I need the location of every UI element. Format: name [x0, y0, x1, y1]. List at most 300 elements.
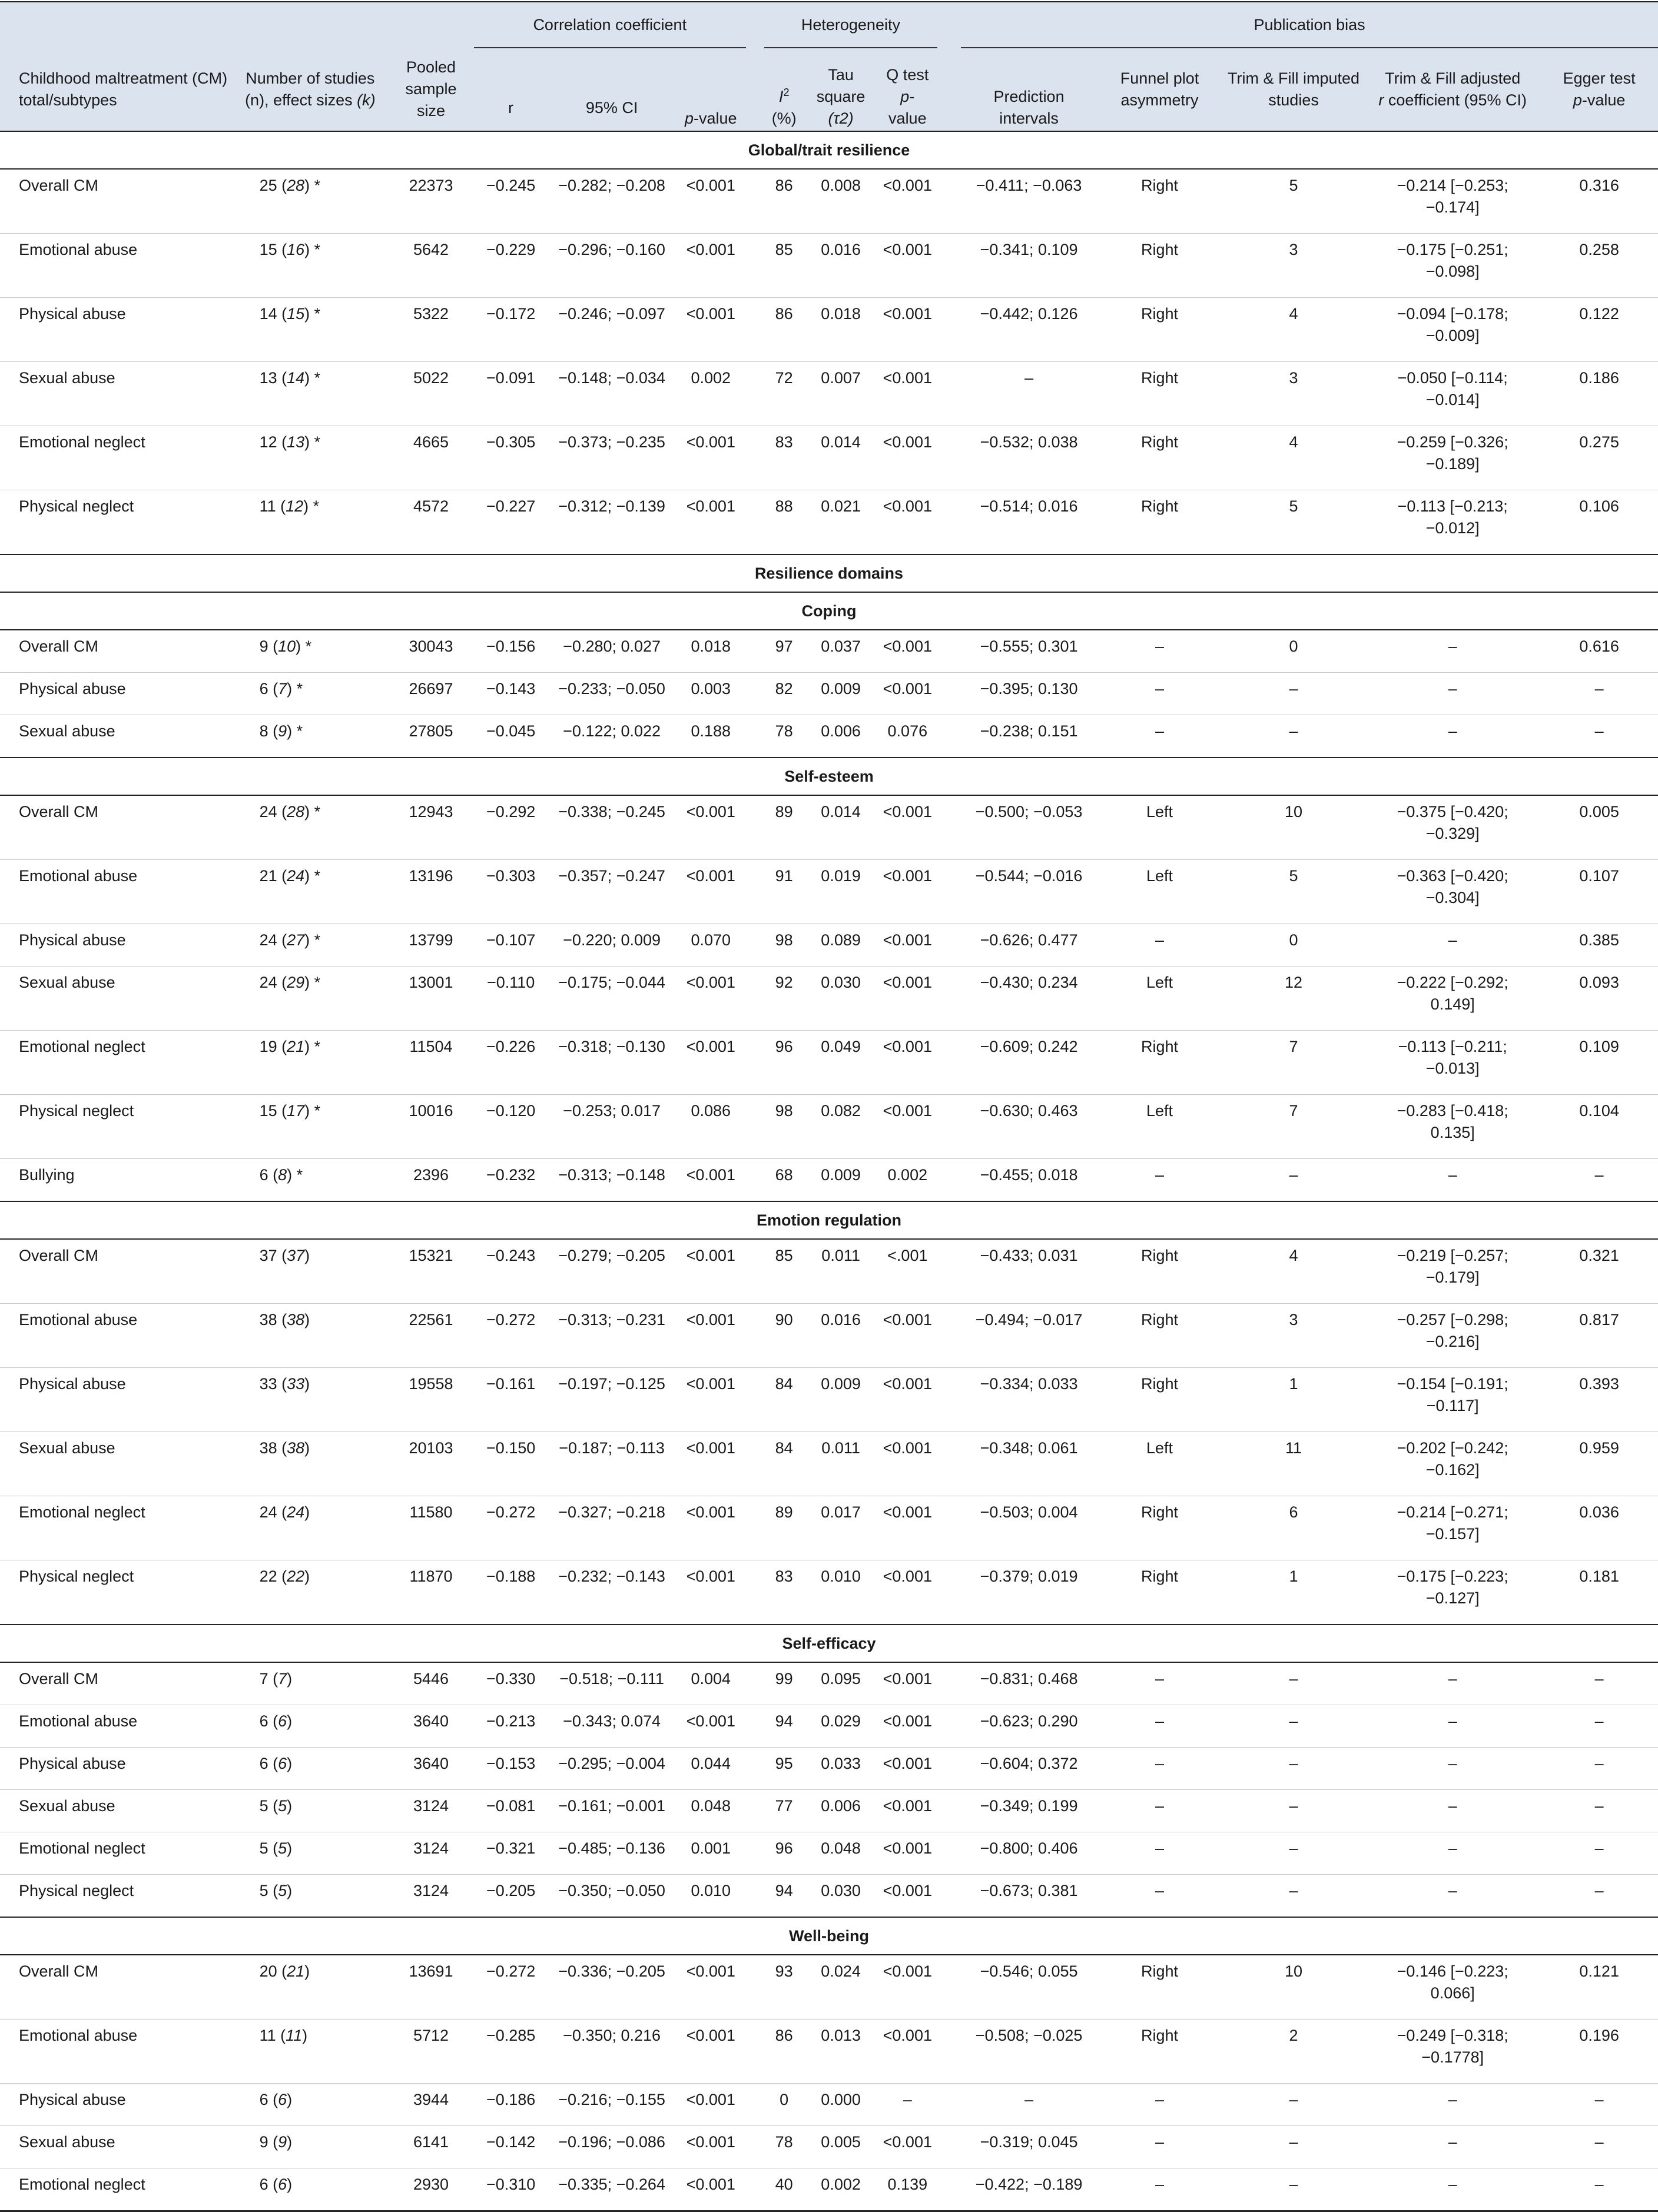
cell-adjusted	[1365, 1662, 1540, 1705]
cell-n-value: 11	[259, 497, 276, 515]
cell-prediction: −0.508; −0.025	[961, 2020, 1097, 2084]
cell-funnel: –	[1097, 1832, 1222, 1875]
subsection-title-row	[0, 592, 1658, 630]
cell-q-test: <0.001	[878, 1875, 937, 1918]
cell-n-value: 25	[259, 177, 277, 194]
cell-pooled: 27805	[388, 715, 474, 758]
cell-adjusted	[1365, 966, 1540, 1031]
cell-tau: 0.082	[804, 1095, 878, 1159]
subsection-title: Self-esteem	[0, 758, 1658, 795]
col-funnel: Funnel plot asymmetry	[1097, 48, 1222, 131]
cell-n-studies: 24 (28) *	[233, 795, 389, 860]
cell-tau: 0.016	[804, 1304, 878, 1368]
cell-egger: 0.181	[1540, 1560, 1658, 1625]
cell-adjusted-line2: −0.179]	[1425, 1268, 1480, 1286]
cell-n-value: 24	[259, 931, 277, 949]
cell-subtype: Sexual abuse	[0, 1432, 233, 1496]
cell-i2: 82	[764, 673, 804, 715]
cell-i2: 85	[764, 1239, 804, 1304]
cell-i2: 86	[764, 2020, 804, 2084]
cell-egger: 0.275	[1540, 426, 1658, 490]
cell-q-test: <0.001	[878, 426, 937, 490]
cell-r: −0.227	[474, 490, 548, 555]
cell-q-test: <0.001	[878, 673, 937, 715]
cell-n-studies: 19 (21) *	[233, 1031, 389, 1095]
cell-funnel: –	[1097, 2126, 1222, 2168]
cell-n-studies: 37 (37)	[233, 1239, 389, 1304]
cell-q-test: <0.001	[878, 860, 937, 924]
cell-r: −0.110	[474, 966, 548, 1031]
cell-adjusted	[1365, 426, 1540, 490]
cell-egger: –	[1540, 673, 1658, 715]
cell-p-value: <0.001	[676, 234, 746, 298]
cell-k-value: 7	[278, 1670, 287, 1688]
cell-subtype: Sexual abuse	[0, 715, 233, 758]
cell-adjusted	[1365, 1239, 1540, 1304]
cell-n-studies: 9 (10) *	[233, 630, 389, 673]
cell-p-value: 0.003	[676, 673, 746, 715]
cell-subtype: Physical abuse	[0, 1368, 233, 1432]
cell-adjusted-line1: –	[1448, 637, 1457, 655]
cell-adjusted-line1: −0.146 [−0.223;	[1397, 1962, 1508, 1980]
cell-adjusted-line1: –	[1448, 680, 1457, 698]
cell-adjusted-line1: −0.363 [−0.420;	[1397, 867, 1508, 885]
cell-subtype: Physical abuse	[0, 298, 233, 362]
cell-p-value: <0.001	[676, 298, 746, 362]
cell-r: −0.285	[474, 2020, 548, 2084]
table-header	[0, 2, 1658, 131]
cell-ci: −0.187; −0.113	[548, 1432, 675, 1496]
col-tau: Tau square (τ2)	[804, 48, 878, 131]
cell-tau: 0.037	[804, 630, 878, 673]
cell-adjusted-line1: –	[1448, 1166, 1457, 1184]
cell-adjusted-line2: −0.162]	[1425, 1461, 1480, 1479]
cell-trim-fill: 0	[1222, 924, 1365, 966]
cell-prediction: −0.514; 0.016	[961, 490, 1097, 555]
cell-adjusted-line2: 0.135]	[1430, 1124, 1475, 1141]
cell-ci: −0.246; −0.097	[548, 298, 675, 362]
cell-pooled: 5712	[388, 2020, 474, 2084]
cell-adjusted	[1365, 2020, 1540, 2084]
cell-tau: 0.000	[804, 2084, 878, 2126]
cell-pooled: 6141	[388, 2126, 474, 2168]
cell-n-value: 20	[259, 1962, 277, 1980]
cell-adjusted-line1: −0.249 [−0.318;	[1397, 2027, 1508, 2044]
cell-adjusted-line1: –	[1448, 931, 1457, 949]
cell-funnel: –	[1097, 2084, 1222, 2126]
cell-p-value: <0.001	[676, 1304, 746, 1368]
subsection-title: Coping	[0, 592, 1658, 630]
cell-adjusted-line2: −0.1778]	[1421, 2048, 1484, 2066]
cell-mark: *	[314, 867, 321, 885]
cell-k-value: 21	[287, 1962, 305, 1980]
table-row	[0, 1748, 1658, 1790]
cell-ci: −0.327; −0.218	[548, 1496, 675, 1560]
cell-n-value: 19	[259, 1038, 277, 1055]
cell-p-value: <0.001	[676, 1432, 746, 1496]
cell-adjusted-line2: −0.012]	[1425, 519, 1480, 537]
cell-funnel: –	[1097, 1159, 1222, 1202]
col-cm: Childhood maltreatment (CM) total/subtypes	[0, 48, 233, 131]
cell-n-studies: 6 (6)	[233, 1705, 389, 1748]
cell-k-value: 33	[287, 1375, 305, 1393]
table-row	[0, 860, 1658, 924]
cell-trim-fill: –	[1222, 2084, 1365, 2126]
cell-trim-fill: 4	[1222, 1239, 1365, 1304]
table-row	[0, 1159, 1658, 1202]
cell-funnel: Right	[1097, 426, 1222, 490]
cell-adjusted	[1365, 2084, 1540, 2126]
cell-pooled: 5446	[388, 1662, 474, 1705]
cell-adjusted-line2: −0.157]	[1425, 1525, 1480, 1543]
cell-k-value: 14	[287, 369, 305, 387]
cell-adjusted-line2: 0.066]	[1430, 1984, 1475, 2002]
cell-adjusted-line2: −0.098]	[1425, 263, 1480, 280]
cell-tau: 0.018	[804, 298, 878, 362]
cell-pooled: 3124	[388, 1875, 474, 1918]
cell-subtype: Emotional abuse	[0, 1705, 233, 1748]
cell-ci: −0.295; −0.004	[548, 1748, 675, 1790]
cell-ci: −0.313; −0.231	[548, 1304, 675, 1368]
cell-trim-fill: –	[1222, 1790, 1365, 1832]
cell-subtype: Bullying	[0, 1159, 233, 1202]
cell-n-value: 5	[259, 1839, 268, 1857]
cell-n-value: 15	[259, 1102, 277, 1120]
cell-q-test: 0.002	[878, 1159, 937, 1202]
cell-r: −0.142	[474, 2126, 548, 2168]
cell-k-value: 16	[287, 241, 305, 258]
cell-n-value: 6	[259, 2091, 268, 2108]
cell-subtype: Emotional neglect	[0, 1496, 233, 1560]
cell-mark: *	[314, 931, 321, 949]
cell-prediction: −0.609; 0.242	[961, 1031, 1097, 1095]
cell-funnel: Left	[1097, 795, 1222, 860]
section-title-row	[0, 131, 1658, 169]
cell-tau: 0.021	[804, 490, 878, 555]
cell-ci: −0.518; −0.111	[548, 1662, 675, 1705]
cell-n-value: 14	[259, 305, 277, 323]
cell-tau: 0.009	[804, 1368, 878, 1432]
cell-trim-fill: –	[1222, 1832, 1365, 1875]
cell-ci: −0.279; −0.205	[548, 1239, 675, 1304]
cell-tau: 0.095	[804, 1662, 878, 1705]
cell-mark: *	[314, 1102, 321, 1120]
cell-tau: 0.009	[804, 673, 878, 715]
cell-i2: 96	[764, 1031, 804, 1095]
cell-adjusted-line1: –	[1448, 1839, 1457, 1857]
cell-p-value: 0.070	[676, 924, 746, 966]
cell-k-value: 21	[287, 1038, 305, 1055]
cell-p-value: <0.001	[676, 2084, 746, 2126]
cell-n-value: 37	[259, 1247, 277, 1264]
cell-r: −0.226	[474, 1031, 548, 1095]
cell-adjusted-line2: −0.013]	[1425, 1059, 1480, 1077]
cell-egger: 0.258	[1540, 234, 1658, 298]
cell-funnel: Right	[1097, 1496, 1222, 1560]
cell-q-test: <0.001	[878, 2126, 937, 2168]
cell-n-studies: 5 (5)	[233, 1875, 389, 1918]
cell-ci: −0.485; −0.136	[548, 1832, 675, 1875]
cell-k-value: 10	[278, 637, 296, 655]
col-i2: $I^2$ (%)	[764, 48, 804, 131]
cell-subtype: Overall CM	[0, 795, 233, 860]
cell-k-value: 13	[287, 433, 305, 451]
cell-tau: 0.014	[804, 795, 878, 860]
cell-q-test: <0.001	[878, 1662, 937, 1705]
cell-trim-fill: –	[1222, 673, 1365, 715]
cell-ci: −0.343; 0.074	[548, 1705, 675, 1748]
cell-funnel: –	[1155, 2176, 1165, 2193]
table-row	[0, 298, 1658, 362]
cell-k-value: 11	[286, 2027, 303, 2044]
cell-n-value: 8	[259, 722, 268, 740]
cell-funnel: Right	[1097, 1031, 1222, 1095]
cell-p-value: 0.002	[676, 362, 746, 426]
cell-trim-fill: 4	[1222, 426, 1365, 490]
cell-trim-fill: –	[1222, 1159, 1365, 1202]
cell-adjusted-line2: −0.127]	[1425, 1589, 1480, 1607]
cell-trim-fill: 3	[1222, 234, 1365, 298]
cell-funnel: Right	[1097, 169, 1222, 234]
cell-prediction: −0.555; 0.301	[961, 630, 1097, 673]
cell-adjusted-line2: −0.216]	[1425, 1333, 1480, 1350]
cell-q-test: <0.001	[878, 1095, 937, 1159]
cell-funnel: Left	[1097, 860, 1222, 924]
cell-i2: 89	[764, 795, 804, 860]
cell-prediction: −0.238; 0.151	[961, 715, 1097, 758]
cell-r: −0.156	[474, 630, 548, 673]
cell-funnel: Right	[1097, 1368, 1222, 1432]
cell-tau: 0.013	[804, 2020, 878, 2084]
cell-r: −0.120	[474, 1095, 548, 1159]
cell-n-value: 5	[259, 1882, 268, 1899]
cell-n-value: 24	[259, 1503, 277, 1521]
cell-mark: *	[314, 241, 321, 258]
cell-r: −0.245	[474, 169, 548, 234]
cell-i2: 86	[764, 298, 804, 362]
cell-subtype: Emotional abuse	[0, 1304, 233, 1368]
table-row	[0, 924, 1658, 966]
cell-n-studies: 24 (29) *	[233, 966, 389, 1031]
cell-n-studies: 14 (15) *	[233, 298, 389, 362]
col-prediction: Prediction intervals	[961, 48, 1097, 131]
cell-p-value: <0.001	[676, 1705, 746, 1748]
cell-p-value: <0.001	[676, 966, 746, 1031]
cell-funnel: Left	[1097, 1432, 1222, 1496]
cell-adjusted	[1365, 673, 1540, 715]
cell-i2: 89	[764, 1496, 804, 1560]
cell-i2: 95	[764, 1748, 804, 1790]
table-row	[0, 1239, 1658, 1304]
cell-adjusted-line1: –	[1448, 1712, 1457, 1730]
cell-subtype: Emotional neglect	[0, 426, 233, 490]
cell-tau: 0.048	[804, 1832, 878, 1875]
cell-ci: −0.296; −0.160	[548, 234, 675, 298]
cell-mark: *	[314, 803, 321, 821]
cell-n-value: 6	[259, 1755, 268, 1772]
cell-mark: *	[314, 1038, 321, 1055]
cell-k-value: 6	[278, 2091, 287, 2108]
results-table	[0, 1, 1658, 2212]
table-row	[0, 1304, 1658, 1368]
cell-n-value: 38	[259, 1439, 277, 1457]
cell-adjusted	[1365, 1031, 1540, 1095]
cell-q-test: <0.001	[878, 234, 937, 298]
table-row	[0, 1560, 1658, 1625]
cell-funnel: Left	[1097, 1095, 1222, 1159]
cell-n-studies: 15 (17) *	[233, 1095, 389, 1159]
cell-egger: –	[1540, 1832, 1658, 1875]
cell-p-value: <0.001	[676, 2126, 746, 2168]
cell-prediction: −0.319; 0.045	[961, 2126, 1097, 2168]
cell-n-studies: 12 (13) *	[233, 426, 389, 490]
cell-subtype: Emotional abuse	[0, 2020, 233, 2084]
cell-pooled: 22561	[388, 1304, 474, 1368]
cell-n-studies: 20 (21)	[233, 1955, 389, 2020]
cell-tau: 0.049	[804, 1031, 878, 1095]
header-heterogeneity: Heterogeneity	[764, 2, 937, 48]
cell-adjusted-line2: −0.174]	[1425, 198, 1480, 216]
cell-egger: 0.393	[1540, 1368, 1658, 1432]
cell-pooled: 2396	[388, 1159, 474, 1202]
cell-q-test: 0.139	[887, 2176, 928, 2193]
cell-r: −0.272	[474, 1496, 548, 1560]
cell-adjusted-line1: –	[1448, 722, 1457, 740]
cell-tau: 0.014	[804, 426, 878, 490]
cell-p-value: <0.001	[676, 426, 746, 490]
cell-p-value: 0.086	[676, 1095, 746, 1159]
table-row	[0, 2084, 1658, 2126]
cell-subtype: Emotional neglect	[19, 2176, 145, 2193]
cell-pooled: 26697	[388, 673, 474, 715]
cell-r: −0.330	[474, 1662, 548, 1705]
cell-pooled: 4572	[388, 490, 474, 555]
col-ci: 95% CI	[548, 48, 675, 131]
cell-n-studies: 8 (9) *	[233, 715, 389, 758]
section-title: Resilience domains	[0, 554, 1658, 592]
cell-mark: *	[314, 177, 321, 194]
cell-egger: 0.106	[1540, 490, 1658, 555]
cell-p-value: <0.001	[676, 1560, 746, 1625]
cell-q-test: <0.001	[878, 1368, 937, 1432]
cell-funnel: –	[1097, 1790, 1222, 1832]
cell-p-value: <0.001	[676, 169, 746, 234]
cell-ci: −0.350; 0.216	[548, 2020, 675, 2084]
cell-tau: 0.030	[804, 1875, 878, 1918]
cell-i2: 72	[764, 362, 804, 426]
cell-ci: −0.357; −0.247	[548, 860, 675, 924]
cell-funnel: –	[1097, 1705, 1222, 1748]
cell-q-test: <0.001	[878, 1496, 937, 1560]
cell-n-value: 24	[259, 974, 277, 991]
cell-subtype: Physical neglect	[0, 1560, 233, 1625]
cell-funnel: Right	[1097, 298, 1222, 362]
cell-n-value: 33	[259, 1375, 277, 1393]
table-row	[0, 2126, 1658, 2168]
cell-prediction: −0.604; 0.372	[961, 1748, 1097, 1790]
cell-k-value: 28	[287, 177, 305, 194]
cell-prediction: −0.430; 0.234	[961, 966, 1097, 1031]
table-row	[0, 362, 1658, 426]
cell-prediction: −0.546; 0.055	[961, 1955, 1097, 2020]
cell-funnel: Right	[1097, 1955, 1222, 2020]
cell-k-value: 15	[287, 305, 305, 323]
cell-egger: 0.122	[1540, 298, 1658, 362]
cell-adjusted-line1: −0.214 [−0.253;	[1397, 177, 1508, 194]
cell-adjusted-line1: −0.154 [−0.191;	[1397, 1375, 1508, 1393]
cell-r: −0.143	[474, 673, 548, 715]
cell-r: −0.045	[474, 715, 548, 758]
cell-egger: –	[1540, 715, 1658, 758]
cell-ci: −0.318; −0.130	[548, 1031, 675, 1095]
cell-trim-fill: 10	[1222, 1955, 1365, 2020]
cell-q-test: <.001	[878, 1239, 937, 1304]
cell-k-value: 8	[278, 1166, 287, 1184]
cell-pooled: 5322	[388, 298, 474, 362]
cell-adjusted-line1: −0.257 [−0.298;	[1397, 1311, 1508, 1328]
table-row	[0, 1955, 1658, 2020]
table-row	[0, 169, 1658, 234]
cell-subtype: Physical abuse	[0, 673, 233, 715]
cell-n-value: 7	[259, 1670, 268, 1688]
subsection-title: Emotion regulation	[0, 1201, 1658, 1239]
cell-adjusted	[1365, 1955, 1540, 2020]
cell-q-test: <0.001	[878, 1432, 937, 1496]
cell-i2: 92	[764, 966, 804, 1031]
cell-p-value: <0.001	[676, 860, 746, 924]
cell-i2: 86	[764, 169, 804, 234]
cell-i2: 94	[764, 1875, 804, 1918]
cell-pooled: 10016	[388, 1095, 474, 1159]
cell-trim-fill: 4	[1222, 298, 1365, 362]
cell-trim-fill: –	[1222, 715, 1365, 758]
cell-q-test: <0.001	[878, 1560, 937, 1625]
cell-adjusted	[1365, 924, 1540, 966]
cell-trim-fill: 10	[1222, 795, 1365, 860]
cell-pooled: 13799	[388, 924, 474, 966]
cell-subtype: Overall CM	[0, 1955, 233, 2020]
col-trim-fill: Trim & Fill imputed studies	[1222, 48, 1365, 131]
cell-adjusted	[1365, 2126, 1540, 2168]
subsection-title-row	[0, 1625, 1658, 1662]
cell-funnel: –	[1097, 673, 1222, 715]
cell-k-value: 22	[287, 1567, 305, 1585]
cell-q-test: <0.001	[878, 630, 937, 673]
cell-p-value: 0.188	[676, 715, 746, 758]
cell-k-value: 37	[287, 1247, 305, 1264]
col-pooled: Pooled sample size	[388, 48, 474, 131]
cell-prediction: −0.348; 0.061	[961, 1432, 1097, 1496]
cell-subtype: Physical neglect	[0, 1875, 233, 1918]
cell-prediction: −0.673; 0.381	[961, 1875, 1097, 1918]
table-row	[0, 426, 1658, 490]
cell-p-value: 0.018	[676, 630, 746, 673]
table-row	[0, 1875, 1658, 1918]
header-correlation: Correlation coefficient	[474, 2, 746, 48]
cell-q-test: <0.001	[878, 2020, 937, 2084]
col-n-studies: Number of studies (n), effect sizes (k)	[233, 48, 389, 131]
table-row	[0, 1432, 1658, 1496]
cell-subtype: Physical abuse	[0, 924, 233, 966]
cell-n-studies: 6 (6)	[259, 2176, 293, 2193]
cell-adjusted-line1: –	[1448, 1755, 1457, 1772]
cell-egger: 0.109	[1540, 1031, 1658, 1095]
cell-subtype: Emotional neglect	[0, 1832, 233, 1875]
cell-n-value: 22	[259, 1567, 277, 1585]
cell-subtype: Sexual abuse	[0, 966, 233, 1031]
cell-p-value: 0.048	[676, 1790, 746, 1832]
cell-q-test: –	[878, 2084, 937, 2126]
